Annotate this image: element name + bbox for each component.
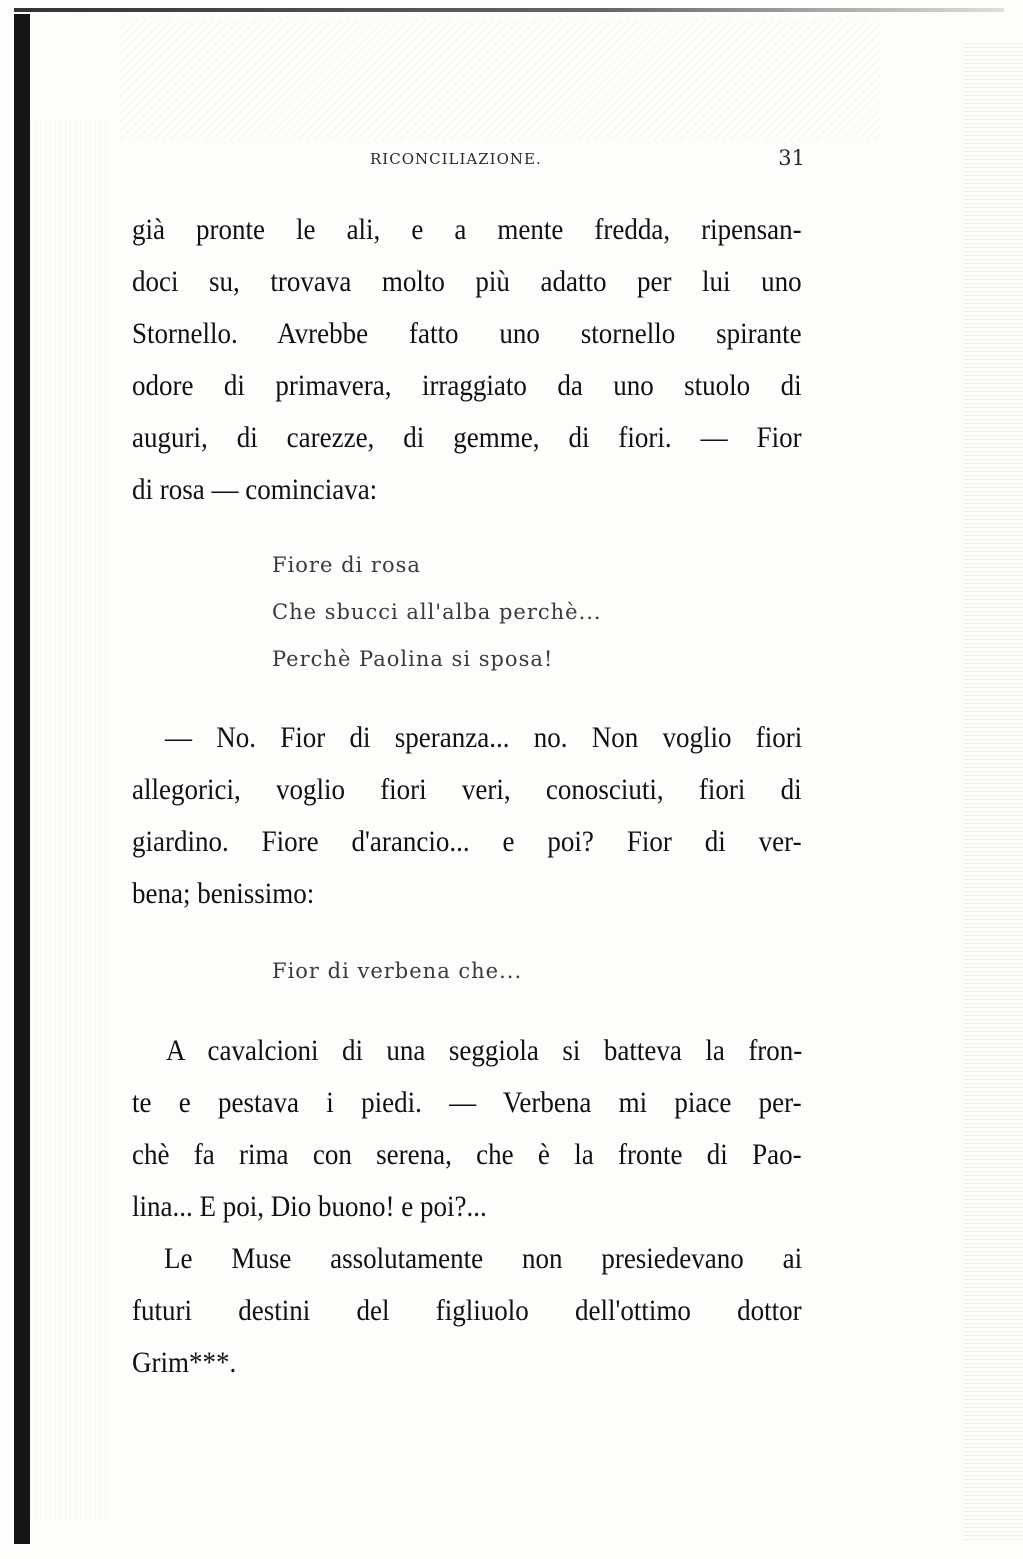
verse-stanza-2 [272, 948, 522, 995]
verse-stanza-1 [272, 542, 602, 683]
text-line: bena; benissimo: [132, 877, 315, 910]
text-line: — No. Fior di speranza... no. Non voglio fiori [165, 721, 803, 754]
paragraph-2-continued [132, 764, 802, 920]
running-title: RICONCILIAZIONE. [370, 150, 542, 168]
paragraph-4 [164, 1233, 802, 1285]
text-line: futuri destini del figliuolo dell'ottimo dottor [132, 1294, 802, 1327]
text-line: Stornello. Avrebbe fatto uno stornello spirante [132, 317, 802, 350]
verse-line: Perchè Paolina si sposa! [272, 647, 554, 671]
verse-line: Fior di verbena che... [272, 959, 523, 983]
paragraph-2 [165, 712, 802, 764]
paragraph-3 [166, 1025, 802, 1077]
text-line: di rosa — cominciava: [132, 473, 378, 506]
text-line: doci su, trovava molto più adatto per lui uno [132, 265, 802, 298]
paragraph-4-continued [132, 1285, 802, 1389]
page-top-edge [14, 8, 1004, 12]
text-line: te e pestava i piedi. — Verbena mi piace per- [132, 1086, 802, 1119]
paragraph-1 [132, 204, 802, 516]
text-line: chè fa rima con serena, che è la fronte di Pao- [132, 1138, 802, 1171]
verse-line: Che sbucci all'alba perchè... [272, 600, 602, 624]
verse-line: Fiore di rosa [272, 553, 421, 577]
text-line: lina... E poi, Dio buono! e poi?... [132, 1190, 487, 1223]
page-binding-edge [14, 14, 30, 1544]
paragraph-3-continued [132, 1077, 802, 1233]
text-line: Le Muse assolutamente non presiedevano ai [164, 1242, 803, 1275]
paper-texture-left [30, 120, 110, 1520]
text-line: giardino. Fiore d'arancio... e poi? Fior di ver- [132, 825, 802, 858]
text-line: già pronte le ali, e a mente fredda, ripensan- [132, 213, 802, 246]
paper-texture-right [963, 40, 1023, 1540]
text-line: Grim***. [132, 1346, 237, 1379]
paper-texture-top [120, 20, 880, 140]
text-line: A cavalcioni di una seggiola si batteva la fron- [166, 1034, 803, 1067]
text-line: allegorici, voglio fiori veri, conosciuti, fiori di [132, 773, 802, 806]
page-number: 31 [778, 146, 805, 170]
text-line: auguri, di carezze, di gemme, di fiori. — Fior [132, 421, 802, 454]
text-line: odore di primavera, irraggiato da uno stuolo di [132, 369, 802, 402]
running-header [130, 146, 805, 176]
